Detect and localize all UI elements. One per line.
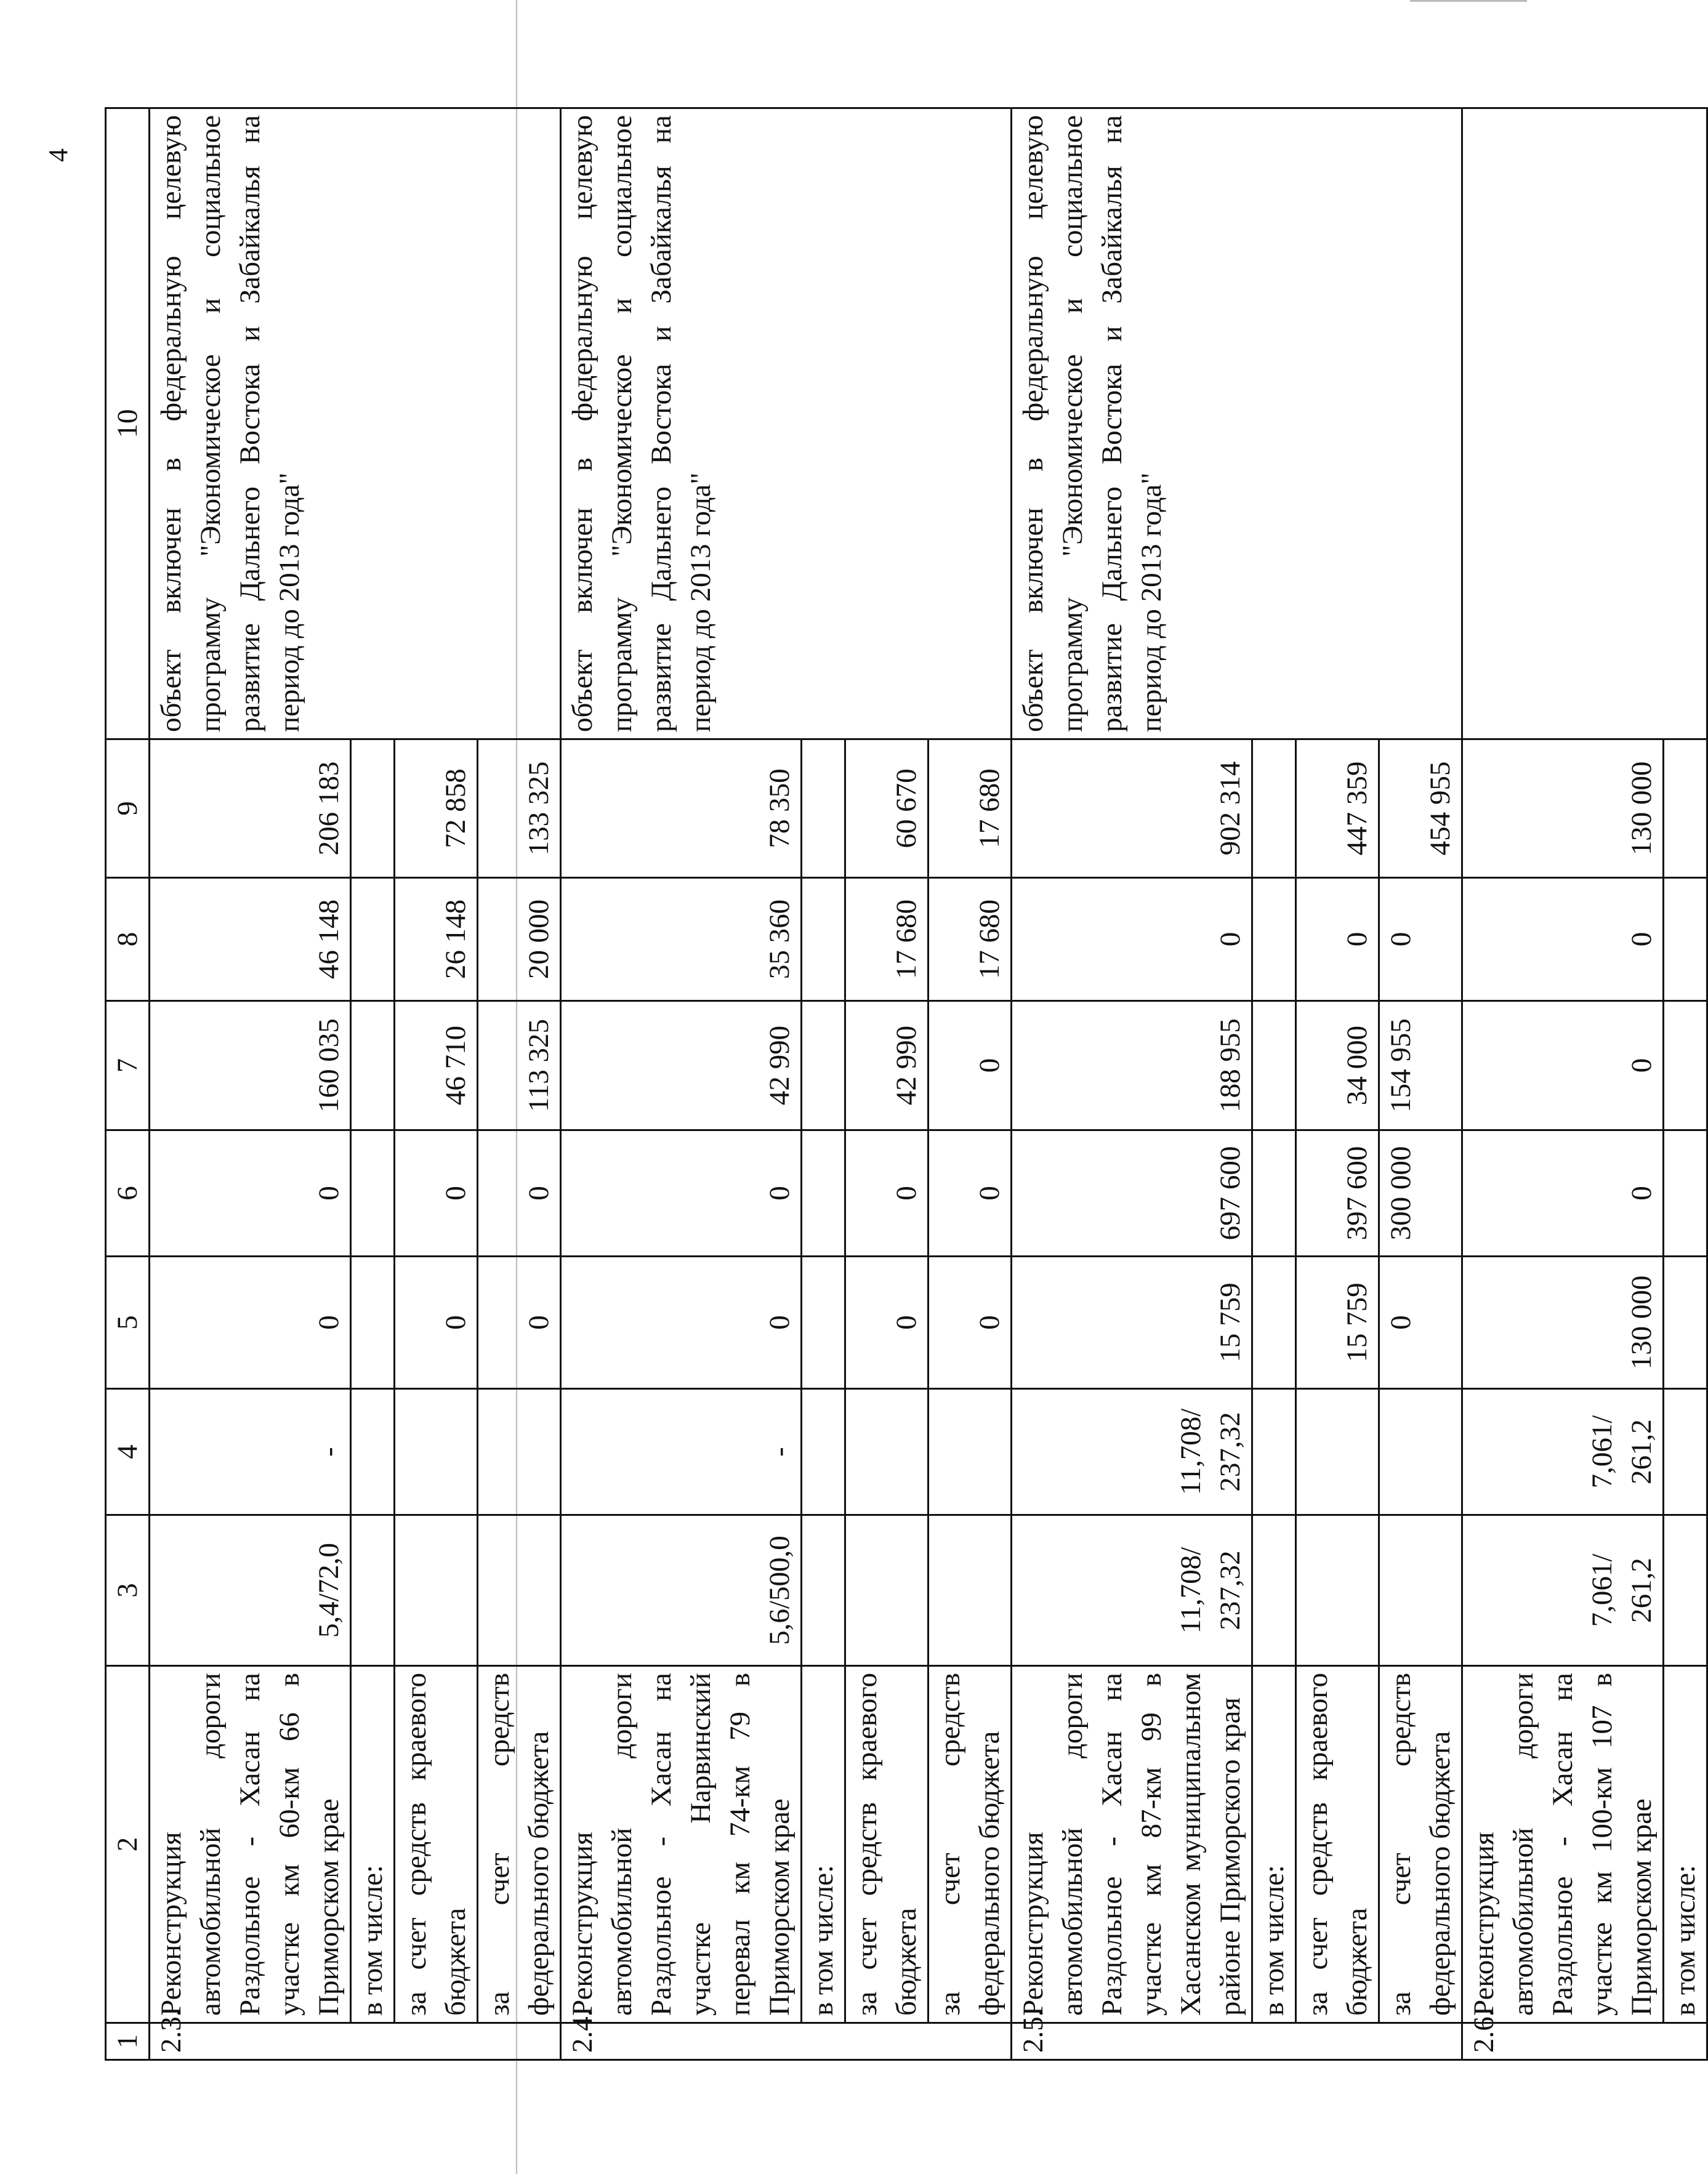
cell-col9: 72 858 [395,739,478,878]
cell-col5: 130 000 [1462,1257,1664,1389]
cell-col6: 0 [929,1130,1012,1257]
cell-col5: 0 [929,1257,1012,1389]
cell-length: 7,061/ 261,2 [1462,1515,1664,1666]
table-row [1462,108,1664,2060]
header-col-5: 5 [106,1257,150,1389]
cell-col9: 902 314 [1012,739,1252,878]
cell-col9: 206 183 [150,739,351,878]
page-number: 4 [43,148,73,162]
sub-label: за счет средств федерального бюджета [478,1666,561,2023]
cell-length: 5,6/500,0 [561,1515,802,1666]
cell-col9: 78 350 [561,739,802,878]
section-id: 2.6. [1462,2023,1707,2060]
cell-col5: 0 [395,1257,478,1389]
table-row [1012,108,1252,2060]
cell-col8: 17 680 [845,878,929,1001]
cell-col6: 300 000 [1379,1130,1462,1257]
object-title: Реконструкция автомобильной дороги Раздольное - Хасан на участке км 87-км 99 в Хасанском муниципальном районе Приморского края [1012,1666,1252,2023]
budget-table [105,107,1708,2061]
cell-col9: 447 359 [1296,739,1379,878]
cell-length: 11,708/ 237,32 [1012,1515,1252,1666]
header-col-1: 1 [106,2023,150,2060]
cell-col5: 0 [150,1257,351,1389]
note-text: объект включен в федеральную целевую программу "Экономическое и социальное развитие Дальнего Востока и Забайкалья на период до 2013 года" [1012,108,1462,739]
cell-col5: 0 [478,1257,561,1389]
cell-col7: 0 [929,1001,1012,1130]
cell-col4: 7,061/ 261,2 [1462,1389,1664,1515]
note-text: объект включен в федеральную целевую программу "Экономическое и социальное развитие Дальнего Востока и Забайкалья на период до 2013 года" [150,108,561,739]
cell-col4: 11,708/ 237,32 [1012,1389,1252,1515]
object-title: Реконструкция автомобильной дороги Раздольное - Хасан на участке км 60-км 66 в Приморском крае [150,1666,351,2023]
cell-col5: 15 759 [1012,1257,1252,1389]
cell-col6: 0 [395,1130,478,1257]
cell-col9: 17 680 [929,739,1012,878]
cell-col8: 46 148 [150,878,351,1001]
cell-col6: 0 [1462,1130,1664,1257]
cell-col9: 130 000 [1462,739,1664,878]
cell-col5: 0 [845,1257,929,1389]
cell-col8: 0 [1012,878,1252,1001]
cell-col9: 454 955 [1379,739,1462,878]
sub-label: за счет средств краевого бюджета [1296,1666,1379,2023]
incl-label: в том числе: [1664,1666,1707,2023]
cell-col6: 0 [561,1130,802,1257]
incl-label: в том числе: [351,1666,395,2023]
cell-col8: 26 148 [395,878,478,1001]
cell-length: 5,4/72,0 [150,1515,351,1666]
cell-col7: 42 990 [561,1001,802,1130]
header-row [106,108,150,2060]
sub-label: за счет средств краевого бюджета [845,1666,929,2023]
scan-line-top [1410,0,1527,2]
sub-label: за счет средств федерального бюджета [1379,1666,1462,2023]
header-col-4: 4 [106,1389,150,1515]
section-id: 2.3. [150,2023,561,2060]
cell-col8: 0 [1379,878,1462,1001]
header-col-7: 7 [106,1001,150,1130]
cell-col7: 46 710 [395,1001,478,1130]
cell-col7: 34 000 [1296,1001,1379,1130]
cell-col7: 154 955 [1379,1001,1462,1130]
cell-col8: 0 [1462,878,1664,1001]
cell-col8: 17 680 [929,878,1012,1001]
header-col-3: 3 [106,1515,150,1666]
header-col-10: 10 [106,108,150,739]
cell-col7: 160 035 [150,1001,351,1130]
cell-col6: 0 [478,1130,561,1257]
sub-label: за счет средств краевого бюджета [395,1666,478,2023]
cell-col6: 697 600 [1012,1130,1252,1257]
header-col-6: 6 [106,1130,150,1257]
cell-col6: 0 [150,1130,351,1257]
note-text: объект включен в федеральную целевую программу "Экономическое и социальное развитие Дальнего Востока и Забайкалья на период до 2013 года" [561,108,1012,739]
cell-col7: 188 955 [1012,1001,1252,1130]
cell-col6: 0 [845,1130,929,1257]
cell-col4: - [561,1389,802,1515]
cell-col9: 60 670 [845,739,929,878]
sub-label: за счет средств федерального бюджета [929,1666,1012,2023]
cell-col8: 20 000 [478,878,561,1001]
cell-col8: 35 360 [561,878,802,1001]
incl-label: в том числе: [1252,1666,1296,2023]
object-title: Реконструкция автомобильной дороги Раздольное - Хасан на участке Нарвинский перевал км 74-км 79 в Приморском крае [561,1666,802,2023]
object-title: Реконструкция автомобильной дороги Раздольное - Хасан на участке км 100-км 107 в Приморском крае [1462,1666,1664,2023]
header-col-2: 2 [106,1666,150,2023]
header-col-8: 8 [106,878,150,1001]
section-id: 2.5. [1012,2023,1462,2060]
cell-col7: 0 [1462,1001,1664,1130]
section-id: 2.4. [561,2023,1012,2060]
rotated-table-wrapper [105,109,1701,2061]
cell-col4: - [150,1389,351,1515]
cell-col5: 0 [1379,1257,1462,1389]
cell-col5: 15 759 [1296,1257,1379,1389]
cell-col7: 42 990 [845,1001,929,1130]
cell-col5: 0 [561,1257,802,1389]
note-empty [1462,108,1707,739]
table-row [561,108,802,2060]
cell-col8: 0 [1296,878,1379,1001]
cell-col9: 133 325 [478,739,561,878]
cell-col6: 397 600 [1296,1130,1379,1257]
cell-col7: 113 325 [478,1001,561,1130]
incl-label: в том числе: [802,1666,845,2023]
table-row [150,108,351,2060]
header-col-9: 9 [106,739,150,878]
